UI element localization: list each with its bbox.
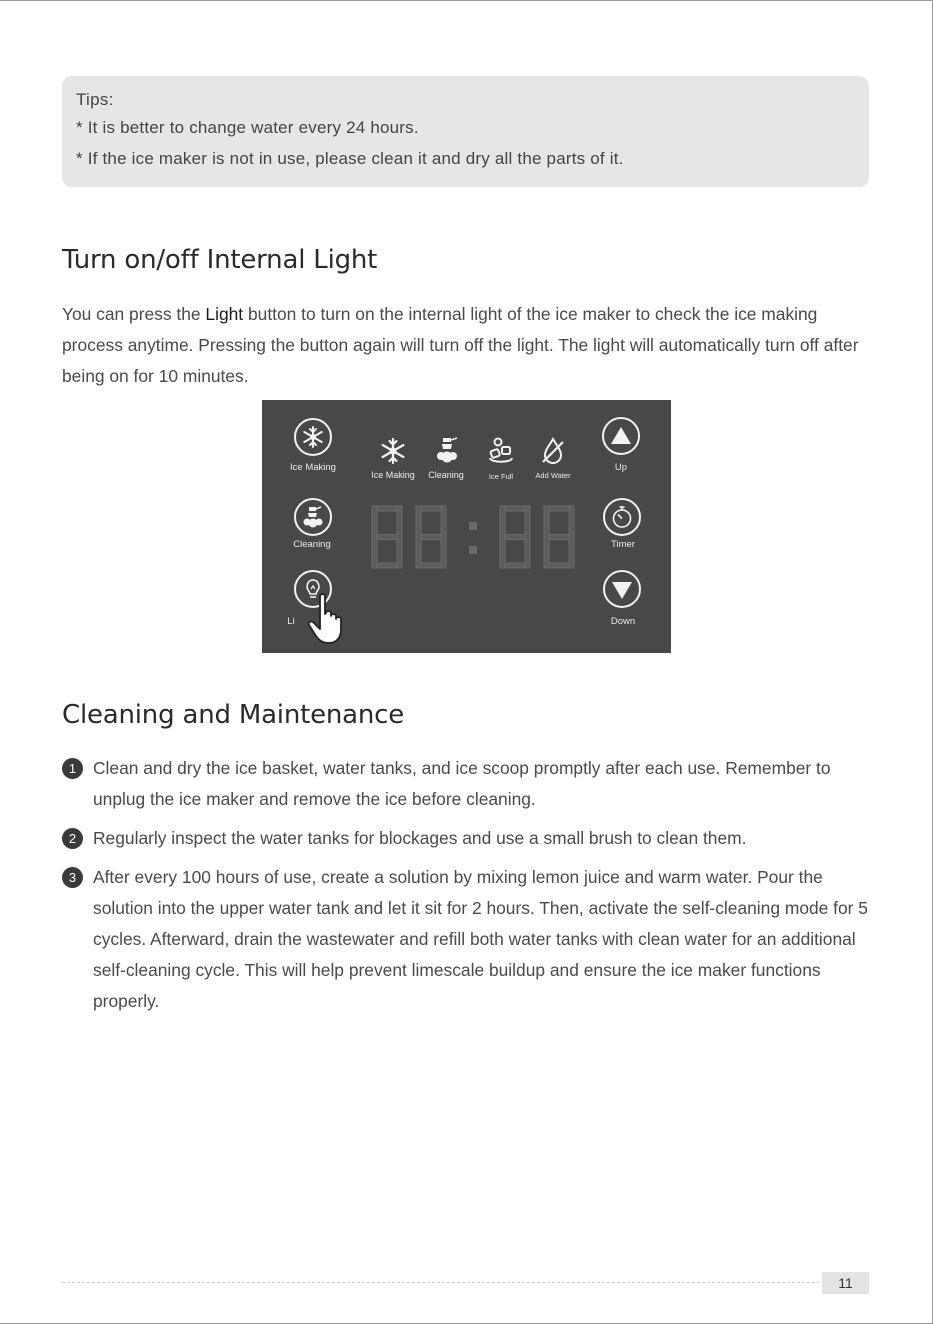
add-water-indicator-icon <box>539 436 567 466</box>
cleaning-step-3 <box>62 862 872 1017</box>
ice-full-indicator-icon <box>487 436 515 466</box>
cleaning-icon <box>300 504 326 530</box>
step-number-badge: 2 <box>62 828 83 849</box>
up-button[interactable] <box>602 417 640 455</box>
add-water-indicator-label: Add Water <box>535 471 571 480</box>
ice-making-indicator-label: Ice Making <box>371 470 415 480</box>
control-panel-illustration <box>262 400 671 653</box>
timer-button-label: Timer <box>611 539 635 550</box>
light-para-after: button to turn on the internal light of the ice maker to check the ice making process anytime. Pressing the button again will turn off the light. The light will automatically turn off after being on for 10 minutes. <box>62 304 859 386</box>
step-number-badge: 1 <box>62 758 83 779</box>
cleaning-steps-list <box>62 753 872 1025</box>
ice-making-button[interactable] <box>294 418 332 456</box>
tips-line-2: * If the ice maker is not in use, please clean it and dry all the parts of it. <box>76 149 624 168</box>
light-para-bold: Light <box>205 304 244 324</box>
light-button-label: Li <box>287 616 295 627</box>
ice-making-button-label: Ice Making <box>290 462 336 473</box>
step-number-badge: 3 <box>62 867 83 888</box>
snowflake-icon <box>300 424 326 450</box>
cleaning-indicator-label: Cleaning <box>428 470 464 480</box>
cleaning-indicator-icon <box>433 436 461 466</box>
down-button-label: Down <box>610 616 636 627</box>
cleaning-button-label: Cleaning <box>293 539 331 550</box>
ice-full-indicator-label: Ice Full <box>488 472 514 481</box>
cleaning-step-2-text: Regularly inspect the water tanks for blockages and use a small brush to clean them. <box>93 828 747 848</box>
cleaning-step-1-text: Clean and dry the ice basket, water tanks, and ice scoop promptly after each use. Remember to unplug the ice maker and remove the ice before cleaning. <box>93 758 831 809</box>
timer-icon <box>609 504 635 530</box>
tips-line-1: * It is better to change water every 24 hours. <box>76 118 419 137</box>
light-section-title: Turn on/off Internal Light <box>62 245 378 275</box>
light-section-paragraph <box>62 299 872 392</box>
light-para-before: You can press the <box>62 304 206 324</box>
timer-button[interactable] <box>603 498 641 536</box>
tips-title: Tips: <box>76 90 114 109</box>
digital-display <box>370 504 576 570</box>
down-triangle-icon <box>609 576 635 602</box>
cleaning-step-2 <box>62 823 872 854</box>
up-triangle-icon <box>608 423 634 449</box>
down-button[interactable] <box>603 570 641 608</box>
cleaning-step-3-text: After every 100 hours of use, create a solution by mixing lemon juice and warm water. Pour the solution into the upper water tank and let it sit for 2 hours. Then, activate the self-cleaning mode for 5 cycles. Afterward, drain the wastewater and refill both water tanks with clean water for an additional self-cleaning cycle. This will help prevent limescale buildup and ensure the ice maker functions properly. <box>93 867 868 1011</box>
pointing-hand-icon <box>306 592 352 646</box>
cleaning-button[interactable] <box>294 498 332 536</box>
ice-making-indicator-icon <box>379 436 407 466</box>
tips-box <box>62 76 869 187</box>
footer-divider <box>62 1282 820 1283</box>
cleaning-section-title: Cleaning and Maintenance <box>62 700 405 730</box>
up-button-label: Up <box>614 462 628 473</box>
cleaning-step-1 <box>62 753 872 815</box>
page-number: 11 <box>822 1272 869 1294</box>
